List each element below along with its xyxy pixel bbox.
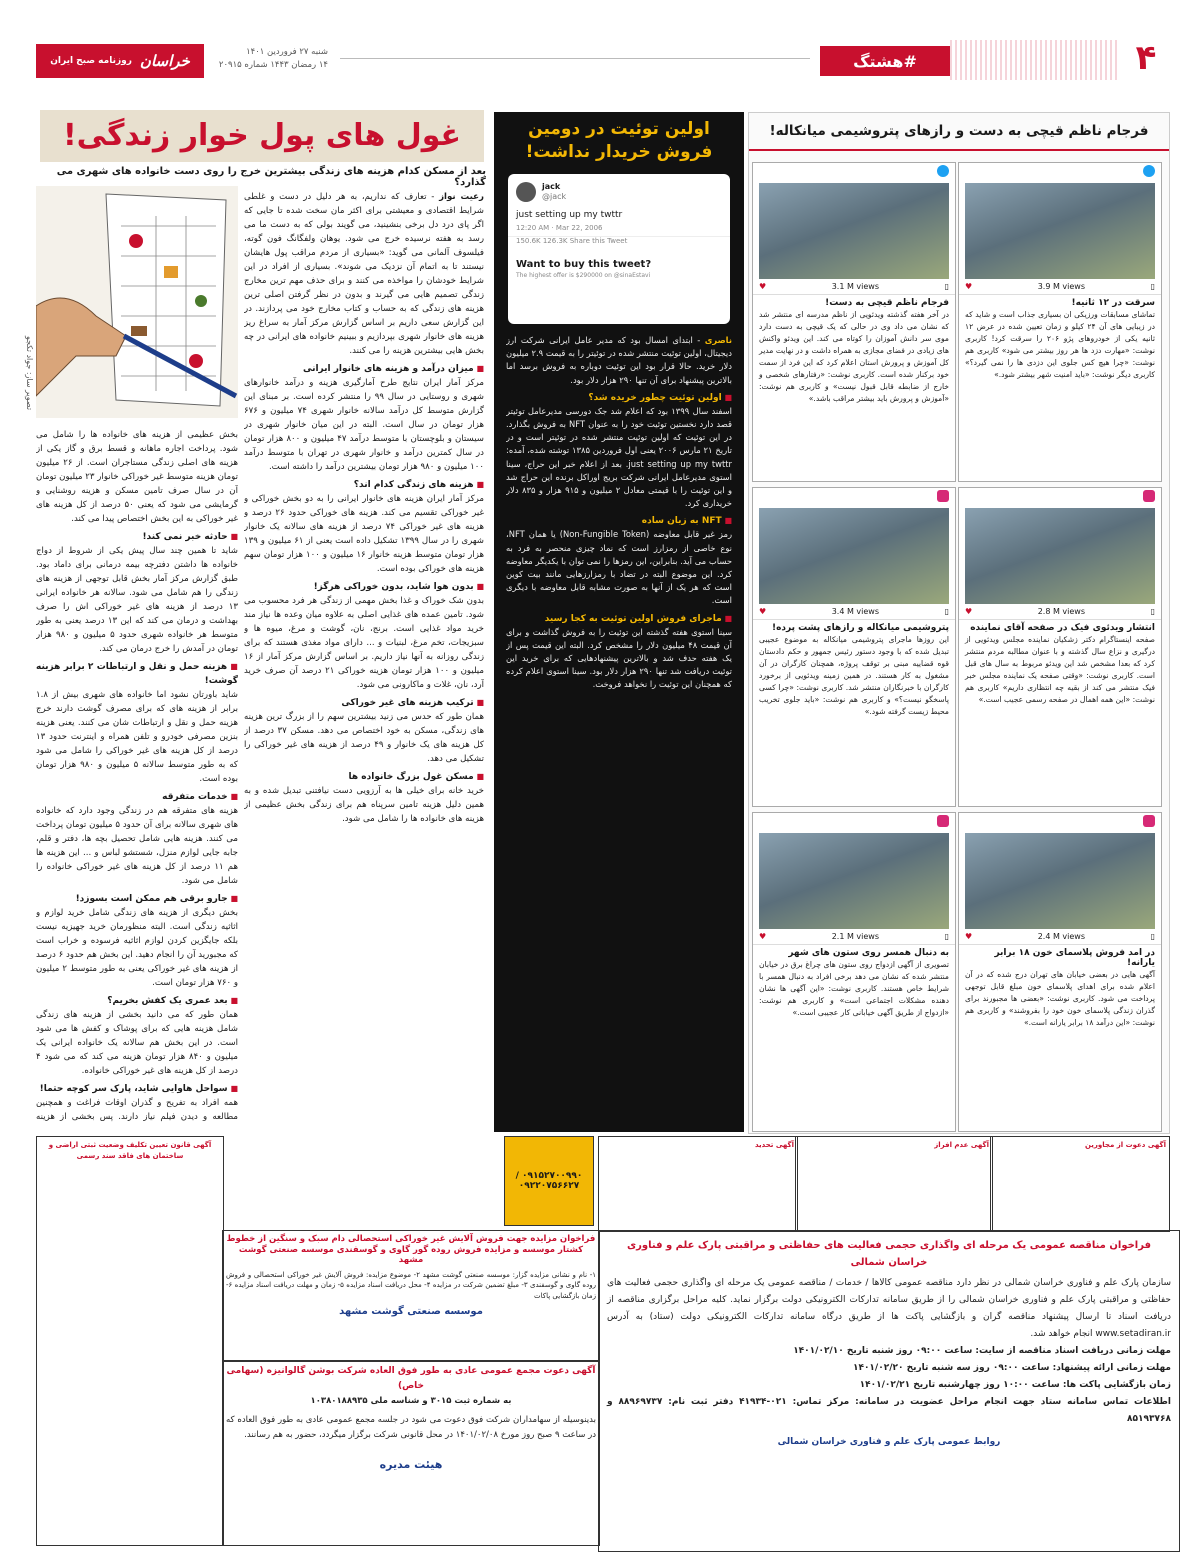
main-col-para-3: شاید باورتان نشود اما خانواده های شهری بیش از ۱.۸ برابر از هزینه های که برای مصرف گوشت دارند خرج هزینه حمل و نقل و ارتباطات شان می کنند. یعنی هزینه بنزین مصرفی خودرو و تلفن همراه و اینترنت حدود ۱۳ درصد از کل هزینه های غیر خوراکی را شامل می شود که به طور متوسط سالانه ۵ میلیون و ۹۸۰ هزار تومان بوده است. <box>36 690 238 784</box>
tweet-views: 3.4 M views <box>831 607 880 616</box>
tweet-caption: در امد فروش پلاسمای خون ۱۸ برابر یارانه! <box>994 948 1155 968</box>
tweet-caption: پتروشیمی میانکاله و رازهای پشت پرده! <box>771 623 949 633</box>
header-pattern <box>950 40 1120 80</box>
tweet-date: 12:20 AM · Mar 22, 2006 <box>516 224 603 232</box>
avatar <box>516 182 536 202</box>
small-ad-2-title: آگهی عدم افراز <box>934 1141 989 1149</box>
paper-brand <box>36 44 204 78</box>
issue-number: ۱۴ رمضان ۱۴۴۳ شماره ۲۰۹۱۵ <box>218 60 328 70</box>
tweet-caption: انتشار ویدئوی فیک در صفحه آقای نماینده <box>970 623 1155 633</box>
main-author: رعیت نواز <box>439 192 484 202</box>
nft-para-2: رمز غیر قابل معاوضه (Non-Fungible Token) یا همان NFT، نوع خاصی از رمزارز است که نماد چیزی منحصر به فرد به حساب می آید. بنابراین، این رمزها را نمی توان با یکدیگر معاوضه کرد. این موضوع البته در تضاد با رمزارزهایی مانند بیت کوین است که هر یک از آنها به صورت مشابه قابل معاوضه با دیگری است. <box>506 529 732 606</box>
tweet-card <box>752 487 956 807</box>
main-col-para-5: بخش دیگری از هزینه های زندگی شامل خرید لوازم و اثاثیه زندگی است. البته منظورمان خرید جهیزیه نیست بلکه جایگزین کردن لوازم اثاثیه فرسوده و خراب است که مجبورید آن را انجام دهید. این بخش هم حدود ۶ درصد از هزینه های غیر خوراکی یعنی به طور متوسط ۲ میلیون و ۷۶۰ هزار تومان است. <box>36 908 238 988</box>
nft-para-1: اسفند سال ۱۳۹۹ بود که اعلام شد جک دورسی مدیرعامل توئیتر قصد دارد نخستین توئیت خود را به عنوان NFT به فروش بگذارد. در این توئیت که اولین توئیت منتشر شده در توئیتر است و در تاریخ ۲۱ مارس ۲۰۰۶ یعنی اول فروردین ۱۳۸۵ توشته شده، آمده: just setting up my twttr. بعد از اعلام خبر این حراج، سینا استوی مدیرعامل ایرانی شرکت بریج اوراکل برنده این حراج شد و این توئیت را با قیمتی معادل ۲ میلیون و ۹۱۵ هزار و ۸۳۵ دلار خریداری کرد. <box>506 405 732 509</box>
tweet-caption: به دنبال همسر روی ستون های شهر <box>788 948 949 958</box>
heart-icon: ♥ <box>965 282 973 291</box>
header-rule <box>340 58 810 59</box>
main-col-subhead-4: ■ خدمات متفرقه <box>36 790 238 804</box>
tweet-text: آگهی هایی در بعضی خیابان های تهران درج شده که در آن اعلام شده برای اهدای پلاسمای خون مبلغ قابل توجهی پرداخت می شود. کاربری نوشت: «بعضی ها مجبورند برای گذران زندگی پلاسمای خون خود را بفروشند» و کاربری هم نوشت: «این درآمد ۱۸ برابر یارانه است.» <box>965 970 1155 1027</box>
main-para-4: همان طور که حدس می زنید بیشترین سهم را از بزرگ ترین هزینه های زندگی، مسکن به خود اختصاص می دهد. مسکن ۳۷ درصد از کل هزینه های یک خانوار و ۴۹ درصد از هزینه های غیر خوراکی را تشکیل می دهد. <box>244 712 484 764</box>
meeting-subtitle: به شماره ثبت ۳۰۱۵ و شناسه ملی ۱۰۳۸۰۱۸۸۹۳۵ <box>310 1396 512 1406</box>
tender-contact: اطلاعات تماس سامانه ستاد جهت انجام مراحل عضویت در سامانه: مرکز تماس: ۰۲۱-۴۱۹۳۴ دفتر ثبت نام: ۸۸۹۶۹۷۳۷ و ۸۵۱۹۳۷۶۸ <box>607 1397 1171 1424</box>
tender-signature: روابط عمومی پارک علم و فناوری خراسان شمالی <box>777 1437 1001 1447</box>
tweet-views: 2.4 M views <box>1037 932 1086 941</box>
main-para-2: مرکز آمار ایران هزینه های خانوار ایرانی را به دو بخش خوراکی و غیر خوراکی تقسیم می کند. هزینه های خوراکی حدود ۲۶ درصد و هزینه های غیر خوراکی ۷۴ درصد از هزینه های سالانه یک خانوار شهری را در سال ۱۳۹۹ تشکیل داده است یعنی از ۶۱ میلیون و ۱۳۹ هزار تومان متوسط هزینه خانوار ۱۶ میلیون و ۱۰۰ هزار تومان سهم هزینه های خوراکی بوده است. <box>244 494 484 574</box>
tweet-views: 2.8 M views <box>1037 607 1086 616</box>
twitter-icon <box>1143 165 1155 177</box>
auction-title: فراخوان مزایده جهت فروش آلایش غیر خوراکی استحصالی دام سبک و سنگین از خطوط کشتار موسسه و مزایده فروش روده گور گاوی و گوسفندی موسسه صنعتی گوشت مشهد <box>226 1234 596 1265</box>
main-col-subhead-3: ■ هزینه حمل و نقل و ارتباطات ۲ برابر هزینه گوشت! <box>36 660 238 688</box>
main-col-para-6: همان طور که می دانید بخشی از هزینه های زندگی شامل هزینه هایی که برای پوشاک و کفش ها می شود است. در این بخش هم سالانه یک خانواده ایرانی یک میلیون و ۸۴۰ هزار تومان هزینه می کند که می شود ۴ درصد از کل هزینه های غیر خوراکی خانواده. <box>36 1010 238 1076</box>
tender-date-2: مهلت زمانی ارائه پیشنهاد: ساعت ۰۹:۰۰ روز سه شنبه تاریخ ۱۴۰۱/۰۲/۲۰ <box>852 1363 1171 1373</box>
small-ad-3-title: آگهی تحدید <box>755 1141 794 1149</box>
small-ad-1-title: آگهی دعوت از مجاورین <box>1084 1141 1166 1149</box>
main-subhead-4: ■ ترکیب هزینه های غیر خوراکی <box>244 696 484 710</box>
tweet-photo <box>759 508 949 604</box>
main-deck: بعد از مسکن کدام هزینه های زندگی بیشترین خرج را روی دست خانواده های شهری می گذارد؟ <box>56 166 486 188</box>
tender-title: فراخوان مناقصه عمومی یک مرحله ای واگذاری حجمی فعالیت های حفاظتی و مراقبتی پارک علم و فناوری خراسان شمالی <box>626 1240 1151 1268</box>
auction-signature: موسسه صنعتی گوشت مشهد <box>339 1306 483 1317</box>
small-ad-2 <box>795 1136 993 1232</box>
tweet-card <box>752 162 956 482</box>
heart-icon: ♥ <box>759 282 767 291</box>
main-col-para-1: بخش عظیمی از هزینه های خانواده ها را شامل می شود. پرداخت اجاره ماهانه و قسط برق و گاز یکی از هزینه های اصلی زندگی مستاجران است. از ۲۶ میلیون تومان هزینه متوسط غیر خوراکی خانوار ۲۳ میلیون تومان آن در سال صرف تامین مسکن و هزینه روشنایی و گرمایشی می شود که یعنی ۵۰ درصد از کل هزینه های غیر خوراکی به این بخش اختصاص پیدا می کند. <box>36 430 238 524</box>
instagram-icon <box>937 815 949 827</box>
tweet-photo <box>965 833 1155 929</box>
phone-box-ad: ۰۹۱۵۲۷۰۰۹۹۰ / ۰۹۲۲۰۷۵۶۶۲۷ <box>504 1136 594 1226</box>
nft-author: ناصری <box>704 335 732 345</box>
instagram-icon <box>937 490 949 502</box>
nft-title: اولین توئیت در دومین فروش خریدار نداشت! <box>525 119 713 162</box>
legal-notice-title: آگهی قانون تعیین تکلیف وضعیت ثبتی اراضی و ساختمان های فاقد سند رسمی <box>48 1141 212 1160</box>
tweet-photo <box>965 508 1155 604</box>
tender-body: سازمان پارک علم و فناوری خراسان شمالی در نظر دارد مناقصه عمومی کالاها / خدمات / مناقصه عمومی یک مرحله ای واگذاری حجمی فعالیت های حفاظتی و مراقبتی پارک علم و فناوری خراسان شمالی را از طریق سامانه تدارکات الکترونیکی دولت برگزار نماید. کلیه مراحل برگزاری مناقصه از دریافت اسناد تا ارسال پیشنهاد مناقصه گران و بازگشایی پاکت ها از طریق درگاه سامانه تدارکات الکترونیکی دولت (ستاد) به آدرس www.setadiran.ir انجام خواهد شد. <box>607 1278 1171 1339</box>
heart-icon: ♥ <box>965 932 973 941</box>
twitter-icon <box>937 165 949 177</box>
instagram-icon <box>1143 815 1155 827</box>
page-header <box>0 0 1200 90</box>
section-title: #هشتگ <box>820 46 950 76</box>
tweet-card <box>958 162 1162 482</box>
tweet-text: تماشای مسابقات ورزیکی ان بسیاری جذاب است و شاید که در زیبایی های آن ۲۴ کیلو و زمان تعیین شده در عرض ۱۲ ثانیه یکی از خودروهای پژو ۲۰۶ را سرقت کرد! کاربری نوشت: «مهارت دزد ها هر روز بیشتر می شود» کاربری هم نوشت: «چرا هیچ کس جلوی این دزدی ها را نمی گیرد؟» کاربری دیگر نوشت: «باید امنیت شهر بیشتر شود.» <box>965 310 1155 379</box>
paper-name: خراسان <box>139 52 190 70</box>
bookmark-icon: ▯ <box>1150 282 1155 291</box>
tweet-handle: @jack <box>542 192 567 201</box>
tweet-photo <box>759 183 949 279</box>
auction-body: ۱- نام و نشانی مزایده گزار: موسسه صنعتی گوشت مشهد ۲- موضوع مزایده: فروش آلایش غیر خوراکی استحصالی و فروش روده گاوی و گوسفندی ۳- مبلغ تضمین شرکت در مزایده ۴- محل دریافت اسناد مزایده ۵- زمان و مهلت دریافت اسناد مزایده ۶- زمان بازگشایی پاکات <box>226 1270 596 1300</box>
tweets-title: فرجام ناظم قیچی به دست و رازهای پتروشیمی میانکاله! <box>749 113 1169 151</box>
nft-body: ناصری - ابتدای امسال بود که مدیر عامل ایرانی شرکت ارز دیجیتال، اولین توئیت منتشر شده در توئیتر را به قیمت ۲.۹ میلیون دلار خرید. حالا قرار بود این توئیت دوباره به فروش برسد اما بالاترین پیشنهاد برای آن تنها ۲۹۰ هزار دلار بود. ■ اولین توئیت چطور خریده شد؟ اسفند سال ۱۳۹۹ بود که اعلام شد جک دورسی مدیرعامل توئیتر قصد دارد نخستین توئیت خود را به عنوان NFT به فروش بگذارد. در این توئیت که اولین توئیت منتشر شده در توئیتر است و در تاریخ ۲۱ مارس ۲۰۰۶ یعنی اول فروردین ۱۳۸۵ توشته شده، آمده: just setting up my twttr. بعد از اعلام خبر این حراج، سینا استوی مدیرعامل ایرانی شرکت بریج اوراکل برنده این حراج شد و این توئیت را با قیمتی معادل ۲ میلیون و ۹۱۵ هزار و ۸۳۵ دلار خریداری کرد. ■ NFT به زبان ساده رمز غیر قابل معاوضه (Non-Fungible Token) یا همان NFT، نوع خاصی از رمزارز است که نماد چیزی منحصر به فرد به حساب می آید. بنابراین، این رمزها را نمی توان با یکدیگر معاوضه کرد. این موضوع البته در تضاد با رمزارزهایی مانند بیت کوین است که هر یک از آنها به صورت مشابه قابل معاوضه با دیگری است. ■ ماجرای فروش اولین توئیت به کجا رسید سینا استوی هفته گذشته این توئیت را به فروش گذاشت و برای آن قیمت ۴۸ میلیون دلار را مشخص کرد. البته این قیمت پس از یک هفته حدف شد و بالاترین پیشنهادهایی که برای خرید این توئیت دریافت شد تنها ۲۹۰ هزار دلار بود. سینا استوی اعلام کرده که همچنان این توئیت را نخواهد فروخت. <box>506 334 732 1124</box>
tweet-text: just setting up my twttr <box>516 210 623 220</box>
tweet-caption: سرقت در ۱۲ ثانیه! <box>1071 298 1155 308</box>
nft-section <box>494 112 744 1132</box>
small-ad-3 <box>598 1136 798 1232</box>
meeting-ad <box>222 1360 600 1546</box>
issue-info <box>208 46 328 72</box>
instagram-icon <box>1143 490 1155 502</box>
bookmark-icon: ▯ <box>944 932 949 941</box>
meeting-title: آگهی دعوت مجمع عمومی عادی به طور فوق العاده شرکت بوشن گالوانیزه (سهامی خاص) <box>226 1366 596 1391</box>
bookmark-icon: ▯ <box>944 282 949 291</box>
tender-ad <box>598 1230 1180 1552</box>
main-headline: غول های پول خوار زندگی! <box>40 110 484 162</box>
tweet-photo <box>759 833 949 929</box>
main-col-subhead-5: ■ جارو برقی هم ممکن است بسوزد! <box>36 892 238 906</box>
tweet-card <box>958 487 1162 807</box>
main-para-1: مرکز آمار ایران نتایج طرح آمارگیری هزینه و درآمد خانوارهای شهری و روستایی در سال ۹۹ را منتشر کرده است. بر مبنای این گزارش متوسط کل درآمد سالانه خانوار شهری ۷۴ میلیون و ۶۷۶ هزار تومان در سال است. البته در این میان خانوار شهری در سیستان و بلوچستان با متوسط درآمد ۴۷ میلیون و ۸۰۰ هزار تومان در سال کمترین درآمد و خانوار شهری در تهران با متوسط درآمد ۱۰۰ میلیون و ۹۸۰ هزار تومان بیشترین درآمد را داشته است. <box>244 378 484 472</box>
paper-tagline: روزنامه صبح ایران <box>50 56 132 66</box>
main-col-para-7: همه افراد به تفریح و گذران اوقات فراغت و همچنین مطالعه و دیدن فیلم نیاز دارند. پس بخشی از هزینه <box>36 1098 238 1122</box>
main-col-subhead-7: ■ سواحل هاوایی شاید، پارک سر کوچه حتما! <box>36 1082 238 1096</box>
tender-date-1: مهلت زمانی دریافت اسناد مناقصه از سایت: ساعت ۰۹:۰۰ روز شنبه تاریخ ۱۴۰۱/۰۲/۱۰ <box>793 1346 1171 1356</box>
main-para-5: خرید خانه برای خیلی ها به آرزویی دست نیافتنی تبدیل شده و به همین دلیل هزینه تامین سرپناه هم برای زندگی بخش عظیمی از هزینه های خانواده ها را شامل می شود. <box>244 786 484 824</box>
nft-subhead-2: ■ NFT به زبان ساده <box>506 514 732 528</box>
meeting-signature: هیئت مدیره <box>379 1458 443 1471</box>
hand-receipt-illustration <box>36 186 238 418</box>
main-col-para-2: شاید تا همین چند سال پیش یکی از شروط از دواج خانواده ها داشتن دفترچه بیمه درمانی برای داماد بود. طبق گزارش مرکز آمار بخش قابل توجهی از هزینه های زندگی را هم شامل می شود. سالانه هر خانواده ایرانی ۱۳ درصد از هزینه های غیر خوراکی اش را صرف بهداشت و درمان می کند که این ۱۳ درصد یعنی به طور متوسط هر خانواده شهری حدود ۵ میلیون و ۹۸۰ هزار تومان در آمدش را خرج درمان می کند. <box>36 546 238 654</box>
heart-icon: ♥ <box>759 607 767 616</box>
tender-date-3: زمان بازگشایی پاکت ها: ساعت ۱۰:۰۰ روز چهارشنبه تاریخ ۱۴۰۱/۰۲/۲۱ <box>859 1380 1171 1390</box>
tweet-photo <box>965 183 1155 279</box>
nft-subhead-1: ■ اولین توئیت چطور خریده شد؟ <box>506 391 732 405</box>
illustration <box>36 186 238 418</box>
tweet-caption: فرجام ناظم قیچی به دست! <box>825 298 949 308</box>
main-intro: تعارف که نداریم، به هر دلیل در دست و غلطی شرایط اقتصادی و معیشتی برای اکثر مان سخت شده تا جایی که اگر پای درد دل برخی بنشینید، می گویند بولی که به دست ما می رسد به هفته نرسیده خرج می شود. یوهان ولفگانگ فون گوته، فیلسوف آلمانی می گوید: «بسیاری از مردم مراقب پول هایشان نیستند تا به اتمام آن نزدیک می شوند». بسیاری از افراد در این شرایط خودشان را مواخذه می کنند و برای حذف مهم ترین مخارج زندگی تصمیم هایی می گیرند و بدون در نظر گرفتن اصلی ترین هزینه های زندگی که به حساب و کتاب مخارج خود می پردازند. در این گزارش سعی داریم بر اساس گزارش مرکز آمار به سراغ ریز هزینه های خانوار شهری بپردازیم و ببینیم خانواده های ایرانی در چه بخش هایی بیشترین هزینه را می کنند. <box>244 192 484 356</box>
main-para-3: بدون شک خوراک و غذا بخش مهمی از زندگی هر فرد محسوب می شود. تامین عمده های غذایی اصلی به علاوه میان وعده ها نیاز مند خرید مواد غذایی است. برنج، نان، گوشت و مرغ، میوه ها و سبزیجات، تخم مرغ، لبنیات و ... دارای مواد مغذی هستند که برای زندگی روزانه به آنها نیاز داریم. بر اساس گزارش مرکز آمار از ۱۶ میلیون و ۱۰۰ هزار تومان هزینه خوراکی ۲۱ درصد آن صرف خرید آرد، نان، غلات و ماکارونی می شود. <box>244 596 484 690</box>
heart-icon: ♥ <box>965 607 973 616</box>
small-ad-1 <box>990 1136 1170 1232</box>
main-subhead-3: ■ بدون هوا شاید، بدون خوراکی هرگز! <box>244 580 484 594</box>
main-column-left <box>36 428 238 1124</box>
legal-notice-ad <box>36 1136 224 1546</box>
main-col-subhead-6: ■ بعد عمری یک کفش بخریم؟ <box>36 994 238 1008</box>
main-column-right: رعیت نواز - تعارف که نداریم، به هر دلیل در دست و غلطی شرایط اقتصادی و معیشتی برای اکثر مان سخت شده تا جایی که اگر پای درد دل برخی بنشینید، می گویند بولی که به دست ما می رسد به هفته نرسیده خرج می شود. یوهان ولفگانگ فون گوته، فیلسوف آلمانی می گوید: «بسیاری از مردم مراقب پول هایشان نیستند تا به اتمام آن نزدیک می شوند». بسیاری از افراد در این شرایط خودشان را مواخذه می کنند و برای حذف مهم ترین مخارج زندگی تصمیم هایی می گیرند و بدون در نظر گرفتن اصلی ترین هزینه های زندگی که به حساب و کتاب مخارج خود می پردازند. در این گزارش سعی داریم بر اساس گزارش مرکز آمار به سراغ ریز هزینه های خانوار شهری بپردازیم و ببینیم خانواده های ایرانی در چه بخش هایی بیشترین هزینه را می کنند. ■ میزان درآمد و هزینه های خانوار ایرانی مرکز آمار ایران نتایج طرح آمارگیری هزینه و درآمد خانوارهای شهری و روستایی در سال ۹۹ را منتشر کرده است. بر مبنای این گزارش متوسط کل درآمد سالانه خانوار شهری ۷۴ میلیون و ۶۷۶ هزار تومان در سال است. البته در این میان خانوار شهری در سیستان و بلوچستان با متوسط درآمد ۴۷ میلیون و ۸۰۰ هزار تومان در سال کمترین درآمد و خانوار شهری در تهران با متوسط درآمد ۱۰۰ میلیون و ۹۸۰ هزار تومان بیشترین درآمد را داشته است. ■ هزینه های زندگی کدام اند؟ مرکز آمار ایران هزینه های خانوار ایرانی را به دو بخش خوراکی و غیر خوراکی تقسیم می کند. هزینه های خوراکی حدود ۲۶ درصد و هزینه های غیر خوراکی ۷۴ درصد از هزینه های سالانه یک خانوار شهری را در سال ۱۳۹۹ تشکیل داده است یعنی از ۶۱ میلیون و ۱۳۹ هزار تومان متوسط هزینه خانوار ۱۶ میلیون و ۱۰۰ هزار تومان سهم هزینه های خوراکی بوده است. ■ بدون هوا شاید، بدون خوراکی هرگز! بدون شک خوراک و غذا بخش مهمی از زندگی هر فرد محسوب می شود. تامین عمده های غذایی اصلی به علاوه میان وعده ها نیاز مند خرید مواد غذایی است. برنج، نان، گوشت و مرغ، میوه ها و سبزیجات، تخم مرغ، لبنیات و ... دارای مواد مغذی هستند که برای زندگی روزانه به آنها نیاز داریم. بر اساس گزارش مرکز آمار از ۱۶ میلیون و ۱۰۰ هزار تومان هزینه خوراکی ۲۱ درصد آن صرف خرید آرد، نان، غلات و ماکارونی می شود. ■ ترکیب هزینه های غیر خوراکی همان طور که حدس می زنید بیشترین سهم را از بزرگ ترین هزینه های زندگی، مسکن به خود اختصاص می دهد. مسکن ۳۷ درصد از کل هزینه های یک خانوار و ۴۹ درصد از هزینه های غیر خوراکی را تشکیل می دهد. ■ مسکن غول بزرگ خانواده ها خرید خانه برای خیلی ها به آرزویی دست نیافتنی تبدیل شده و به همین دلیل هزینه تامین سرپناه هم برای زندگی بخش عظیمی از هزینه های خانواده ها را شامل می شود. <box>244 190 484 1058</box>
bookmark-icon: ▯ <box>1150 932 1155 941</box>
tweet-views: 3.9 M views <box>1037 282 1086 291</box>
main-col-subhead-2: ■ حادثه خبر نمی کند! <box>36 530 238 544</box>
buy-text: Want to buy this tweet? <box>516 259 652 270</box>
tweet-card <box>958 812 1162 1132</box>
tweet-card <box>752 812 956 1132</box>
tweet-text: در آخر هفته گذشته ویدئویی از ناظم مدرسه ای منتشر شد که نشان می داد وی در حالی که یک قیچی به دست دارد موی سر دانش آموزان را کوتاه می کند. این ویدئو واکنش های زیادی در فضای مجازی به همراه داشت و در نهایت مدیر کل آموزش و پرورش استان اعلام کرد که این فرد از سمت خود برکنار شده است. کاربری نوشت: «رفتارهای شخصی و خارج از ضابطه قابل قبول نیست» و کاربری هم نوشت: «آموزش و پرورش باید بیشتر مراقب باشد.» <box>759 310 949 403</box>
bookmark-icon: ▯ <box>1150 607 1155 616</box>
main-subhead-1: ■ میزان درآمد و هزینه های خانوار ایرانی <box>244 362 484 376</box>
main-subhead-5: ■ مسکن غول بزرگ خانواده ها <box>244 770 484 784</box>
tweet-views: 2.1 M views <box>831 932 880 941</box>
issue-date: شنبه ۲۷ فروردین ۱۴۰۱ <box>246 47 328 57</box>
bookmark-icon: ▯ <box>944 607 949 616</box>
main-subhead-2: ■ هزینه های زندگی کدام اند؟ <box>244 478 484 492</box>
meeting-body: بدینوسیله از سهامداران شرکت فوق دعوت می شود در جلسه مجمع عمومی عادی به طور فوق العاده که در ساعت ۹ صبح روز مورخ ۱۴۰۱/۰۲/۰۸ در محل قانونی شرکت برگزار میگردد، حضور به هم رسانند. <box>226 1415 596 1440</box>
tweet-views: 3.1 M views <box>831 282 880 291</box>
page-number: ۴ <box>1135 38 1157 78</box>
auction-ad <box>222 1230 600 1362</box>
nft-subhead-3: ■ ماجرای فروش اولین توئیت به کجا رسید <box>506 612 732 626</box>
nft-para-3: سینا استوی هفته گذشته این توئیت را به فروش گذاشت و برای آن قیمت ۴۸ میلیون دلار را مشخص کرد. البته این قیمت پس از یک هفته حدف شد و بالاترین پیشنهادهایی که برای خرید این توئیت دریافت شد تنها ۲۹۰ هزار دلار بود. سینا استوی اعلام کرده که همچنان این توئیت را نخواهد فروخت. <box>506 626 732 690</box>
tweet-text: تصویری از آگهی ازدواج روی ستون های چراغ برق در خیابان منتشر شده که نشان می دهد برخی افراد به دنبال همسر با شرایط خاص هستند. کاربری نوشت: «این آگهی ها نشان دهنده مشکلات اجتماعی است» و کاربری هم نوشت: «ازدواج از طریق آگهی خیابانی کار عجیبی است.» <box>759 960 949 1017</box>
tweet-text: این روزها ماجرای پتروشیمی میانکاله به موضوع عجیبی تبدیل شده که با وجود دستور رئیس جمهور و حکم دادستان قوه قضاییه مبنی بر توقف پروژه، همچنان کارگران در آن مشغول به کار هستند. در همین زمینه ویدئویی از برخورد کارگران با خبرنگاران منتشر شد. کاربری نوشت: «چرا کسی پاسخگو نیست؟» و کاربری هم نوشت: «باید جلوی تخریب محیط زیست گرفته شود.» <box>759 635 949 716</box>
heart-icon: ♥ <box>759 932 767 941</box>
buy-sub: The highest offer is $290000 on @sinaEstavi <box>516 272 651 279</box>
tweet-user: jack <box>542 182 561 191</box>
main-col-para-4: هزینه های متفرقه هم در زندگی وجود دارد که خانواده های شهری سالانه برای آن حدود ۵ میلیون تومان پرداخت می کنند. هزینه هایی شامل تحصیل بچه ها، دفتر و قلم، جابه جایی لوازم منزل، شستشو لباس و ... این هزینه ها هم ۱۱ درصد از کل هزینه های غیر خوراکی خانواده را شامل می شود. <box>36 806 238 886</box>
illustrator-credit: تصویر ساز: جواد تکجو <box>25 335 34 410</box>
nft-intro: ابتدای امسال بود که مدیر عامل ایرانی شرکت ارز دیجیتال، اولین توئیت منتشر شده در توئیتر را به قیمت ۲.۹ میلیون دلار خرید. حالا قرار بود این توئیت دوباره به فروش برسد اما بالاترین پیشنهاد برای آن تنها ۲۹۰ هزار دلار بود. <box>506 335 732 385</box>
tweet-text: صفحه اینستاگرام دکتر زشکیان نماینده مجلس ویدئویی از درگیری و نزاع سال گذشته و با عنوان مطالبه مردم منتشر کرد که بعدا مشخص شد این ویدئو مربوط به سال های قبل است. کاربری نوشت: «وقتی صفحه یک نماینده مجلس خبر فیک منتشر می کند از بقیه چه انتظاری داریم» کاربری هم نوشت: «این همه اهمال در صفحه رسمی عجیب است.» <box>965 635 1155 704</box>
tweet-stats: 150.6K 126.3K Share this Tweet <box>508 236 730 245</box>
jack-tweet-card <box>508 174 730 324</box>
